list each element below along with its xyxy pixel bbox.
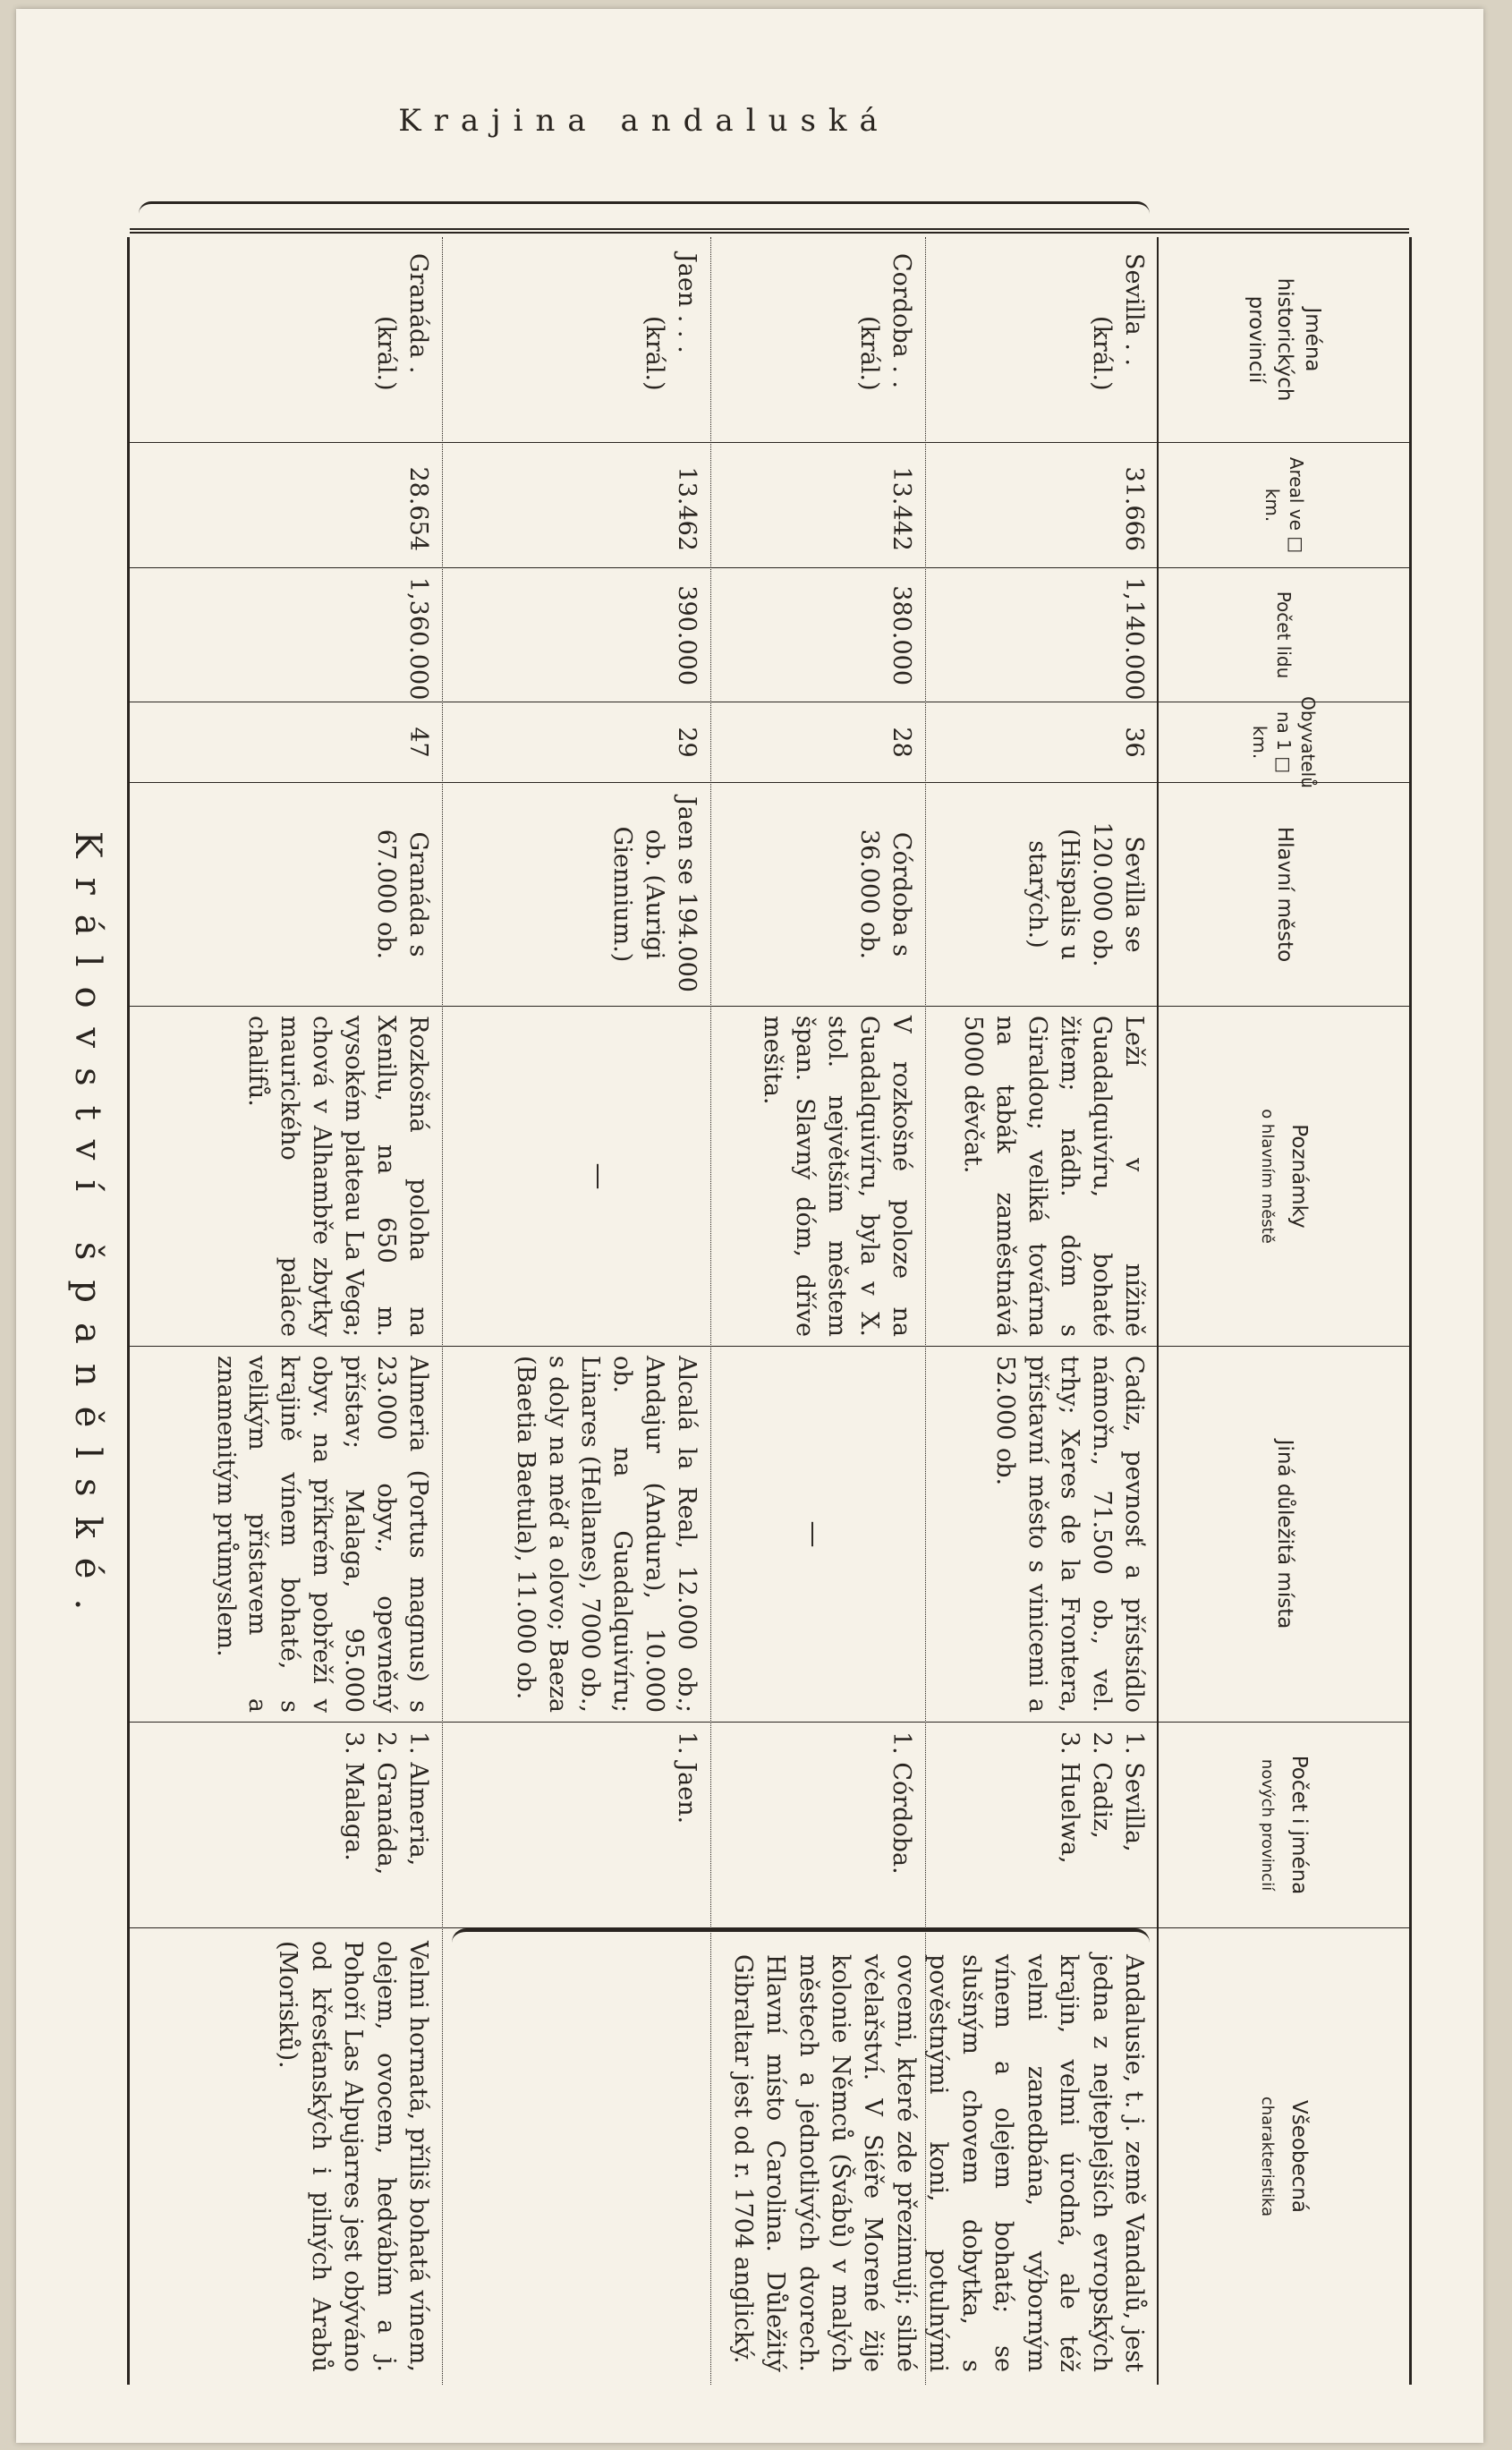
table-row-granada — [130, 237, 443, 2385]
capital-notes: V rozkošné poloze na Guadalquivíru, byla v X. stol. největším městem špan. Slavný dóm, dříve mešita. — [711, 1007, 926, 1347]
population-value: 390.000 — [443, 568, 711, 702]
new-province-item: 3. Malaga. — [340, 1731, 369, 1861]
population-value: 380.000 — [711, 568, 926, 702]
province-table — [127, 103, 1412, 2385]
province-name-text: Granáda . — [404, 253, 432, 374]
new-provinces — [926, 1723, 1159, 1928]
header-general-title: Všeobecná — [1287, 2099, 1311, 2213]
province-name — [711, 237, 926, 443]
other-places: Cadiz, pevnosť a přístsídlo námořn., 71.500 ob., vel. trhy; Xeres de la Frontera, přístavní město s vinicemi a 52.000 ob. — [926, 1347, 1159, 1723]
header-general-sub: charakteristika — [1257, 2096, 1277, 2217]
page-paper — [16, 9, 1483, 2443]
area-value: 31.666 — [926, 443, 1159, 568]
capital-notes: Rozkošná poloha na Xenilu, na 650 m. vysokém plateau La Vega; chová v Alhambře zbytky maurického paláce chalifů. — [130, 1007, 443, 1347]
header-other-text: Jiná důležitá místa — [1272, 1439, 1296, 1629]
header-names — [1159, 237, 1409, 443]
header-population — [1159, 568, 1409, 702]
header-area — [1159, 443, 1409, 568]
new-province-item: 2. Granáda, — [372, 1731, 401, 1876]
header-area-text: Areal ve □ km. — [1261, 456, 1307, 554]
province-name-text: Jaen . . . — [673, 253, 701, 353]
province-name-text: Cordoba . . — [888, 253, 915, 389]
general-characteristic-granada: Velmi hornatá, příliš bohatá vínem, olejem, ovocem, hedvábím a j. Pohoří Las Alpujarres jest obýváno od křesťanských i pilných Arabů (Morisků). — [274, 1941, 432, 2372]
new-province-item: 1. Almeria, — [404, 1731, 432, 1867]
new-provinces — [711, 1723, 926, 1928]
header-capital — [1159, 783, 1409, 1007]
capital-value: Jaen se 194.000 ob. (Aurigi Giennium.) — [443, 783, 711, 1007]
density-value: 28 — [711, 702, 926, 783]
capital-notes: Leží v nížině Guadalquivíru, bohaté žitem; nádh. dóm s Giraldou; veliká továrna na tabák zaměstnává 5000 děvčat. — [926, 1007, 1159, 1347]
other-places-dash: — — [798, 1520, 829, 1548]
header-new-provinces — [1159, 1723, 1409, 1928]
province-kral: (král.) — [641, 316, 669, 391]
capital-value: Córdoba s 36.000 ob. — [711, 783, 926, 1007]
area-value: 13.462 — [443, 443, 711, 568]
new-province-item: 1. Jaen. — [673, 1731, 701, 1825]
new-provinces — [130, 1723, 443, 1928]
header-notes-sub: o hlavním městě — [1257, 1109, 1277, 1244]
capital-notes — [443, 1007, 711, 1347]
header-new-provinces-sub: nových provincií — [1257, 1758, 1277, 1892]
new-provinces — [443, 1723, 711, 1928]
province-kral: (král.) — [1088, 316, 1117, 391]
page-title: Království španělské. — [67, 830, 108, 1630]
header-density — [1159, 696, 1409, 788]
region-label-text: Krajina andaluská — [398, 103, 890, 139]
capital-value: Sevilla se 120.000 ob. (Hispalis u starých.) — [926, 783, 1159, 1007]
row-separator — [925, 237, 926, 2385]
region-label — [130, 40, 1159, 201]
other-places — [711, 1347, 926, 1723]
header-notes-title: Poznámky — [1287, 1124, 1311, 1229]
header-notes — [1159, 1007, 1409, 1347]
header-general — [1159, 1928, 1409, 2385]
capital-notes-dash: — — [583, 1162, 615, 1190]
header-names-text: Jména historických provincií — [1244, 277, 1324, 402]
new-province-item: 1. Córdoba. — [888, 1731, 915, 1875]
area-value: 13.442 — [711, 443, 926, 568]
new-province-item: 3. Huelwa, — [1056, 1731, 1084, 1864]
capital-value: Granáda s 67.000 ob. — [130, 783, 443, 1007]
density-value: 36 — [926, 702, 1159, 783]
rotated-page-content — [34, 22, 1465, 2438]
area-value: 28.654 — [130, 443, 443, 568]
header-new-provinces-title: Počet i jména — [1287, 1755, 1311, 1895]
row-separator — [710, 237, 711, 2385]
density-value: 47 — [130, 702, 443, 783]
new-province-item: 2. Cadiz, — [1088, 1731, 1117, 1839]
province-kral: (král.) — [372, 316, 401, 391]
general-characteristic-andalusia: Andalusie, t. j. země Vandalů, jest jedna z nejteplejších evropských krajin, velmi úrodná, ale též velmi zanedbána, výborným vínem a olejem bohatá; se slušným chovem dobytka, s pověstnými koni, potulnými ovcemi, které zde přezimují; silné včelařství. V Siéře Morené žije kolonie Němců (Švábů) v malých městech a jednotlivých dvorech. Hlavní místo Carolina. Důležitý Gibraltar jest od r. 1704 anglický. — [728, 1954, 1148, 2372]
province-kral: (král.) — [855, 316, 884, 391]
province-name — [130, 237, 443, 443]
table-header — [1157, 237, 1409, 2385]
region-brace — [139, 201, 1150, 231]
other-places: Almeria (Portus magnus) s 23.000 obyv., opevněný přístav; Malaga, 95.000 obyv. na příkrém pobřeží v krajině vínem bohaté, s velikým přístavem a znamenitým průmyslem. — [130, 1347, 443, 1723]
province-name-text: Sevilla . . — [1120, 253, 1148, 367]
header-capital-text: Hlavní město — [1272, 826, 1296, 963]
density-value: 29 — [443, 702, 711, 783]
header-population-text: Počet lidu — [1273, 591, 1295, 679]
header-other — [1159, 1347, 1409, 1723]
province-name — [926, 237, 1159, 443]
population-value: 1,140.000 — [926, 568, 1159, 702]
province-name — [443, 237, 711, 443]
row-separator — [442, 237, 443, 2385]
header-density-text: Obyvatelů na 1 □ km. — [1249, 696, 1320, 788]
new-province-item: 1. Sevilla, — [1120, 1731, 1148, 1852]
other-places: Alcalá la Real, 12.000 ob.; Andajur (Andura), 10.000 ob. na Guadalquivíru; Linares (Hellanes), 7000 ob., s doly na měď a olovo; Baeza (Baetia Baetula), 11.000 ob. — [443, 1347, 711, 1723]
population-value: 1,360.000 — [130, 568, 443, 702]
